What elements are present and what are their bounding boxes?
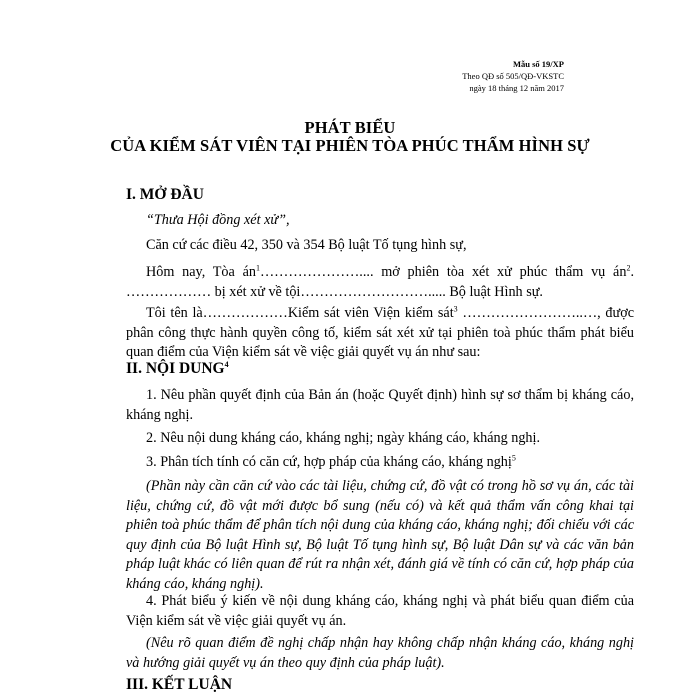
section-1-heading: I. MỞ ĐẦU bbox=[126, 186, 204, 203]
form-number: Mẫu số 19/XP bbox=[513, 59, 564, 69]
content-note-4: (Nêu rõ quan điểm đề nghị chấp nhận hay không chấp nhận kháng cáo, kháng nghị và hướng giải quyết vụ án theo quy định của pháp luật). bbox=[126, 635, 634, 671]
court-text-a: Hôm nay, Tòa án bbox=[146, 264, 256, 280]
document-subtitle: CỦA KIỂM SÁT VIÊN TẠI PHIÊN TÒA PHÚC THẨM HÌNH SỰ bbox=[110, 136, 590, 155]
section-3-heading: III. KẾT LUẬN bbox=[126, 676, 233, 693]
content-item-2: 2. Nêu nội dung kháng cáo, kháng nghị; ngày kháng cáo, kháng nghị. bbox=[146, 430, 541, 446]
court-text-c: . ……………… bị xét xử về tội………………………..... Bộ luật Hình sự. bbox=[126, 264, 634, 300]
footnote-ref-2: 2 bbox=[626, 263, 631, 273]
section-2-heading: II. NỘI DUNG$^4$ bbox=[126, 359, 229, 377]
content-note-3: (Phần này cần căn cứ vào các tài liệu, chứng cứ, đồ vật có trong hồ sơ vụ án, các tài liệu, chứng cứ, đồ vật mới được bổ sung (nếu có) và kết quả thẩm vấn công khai tại phiên toà phúc thẩm để phân tích nội dung của kháng cáo, kháng nghị; đối chiếu với các quy định của Bộ luật Hình sự, Bộ luật Tố tụng hình sự, Bộ luật Dân sự và các văn bản pháp luật khác có liên quan để rút ra nhận xét, đánh giá về tính có căn cứ, hợp pháp của kháng cáo, kháng nghị). bbox=[126, 478, 634, 592]
content-item-4: 4. Phát biểu ý kiến về nội dung kháng cáo, kháng nghị và phát biểu quan điểm của Viện kiểm sát về việc giải quyết vụ án. bbox=[126, 593, 634, 629]
footnote-ref-4: 4 bbox=[224, 359, 229, 369]
legal-basis: Căn cứ các điều 42, 350 và 354 Bộ luật Tố tụng hình sự, bbox=[146, 237, 467, 253]
salutation: “Thưa Hội đồng xét xử”, bbox=[146, 212, 290, 228]
court-paragraph bbox=[126, 263, 634, 302]
document-title: PHÁT BIỂU bbox=[304, 118, 396, 137]
content-item-3: 3. Phân tích tính có căn cứ, hợp pháp của kháng cáo, kháng nghị$^5$ bbox=[146, 453, 516, 470]
prosecutor-paragraph bbox=[126, 304, 634, 363]
footnote-ref-3: 3 bbox=[453, 304, 458, 314]
footnote-ref-1: 1 bbox=[255, 263, 260, 273]
form-decision: Theo QĐ số 505/QĐ-VKSTC bbox=[462, 71, 564, 81]
court-text-b: ………………….... mở phiên tòa xét xử phúc thẩm vụ án bbox=[259, 264, 627, 280]
prosecutor-text-b: ……………………..…, được phân công thực hành quyền công tố, kiểm sát xét xử tại phiên toà phúc thẩm phát biểu quan điểm của Viện kiểm sát về việc giải quyết vụ án như sau: bbox=[126, 305, 634, 360]
form-code-block bbox=[424, 58, 564, 94]
prosecutor-text-a: Tôi tên là………………Kiểm sát viên Viện kiểm sát bbox=[146, 305, 454, 321]
form-date: ngày 18 tháng 12 năm 2017 bbox=[469, 83, 564, 93]
footnote-ref-5: 5 bbox=[511, 453, 516, 463]
content-item-1: 1. Nêu phần quyết định của Bản án (hoặc Quyết định) hình sự sơ thẩm bị kháng cáo, kháng nghị. bbox=[126, 387, 634, 423]
